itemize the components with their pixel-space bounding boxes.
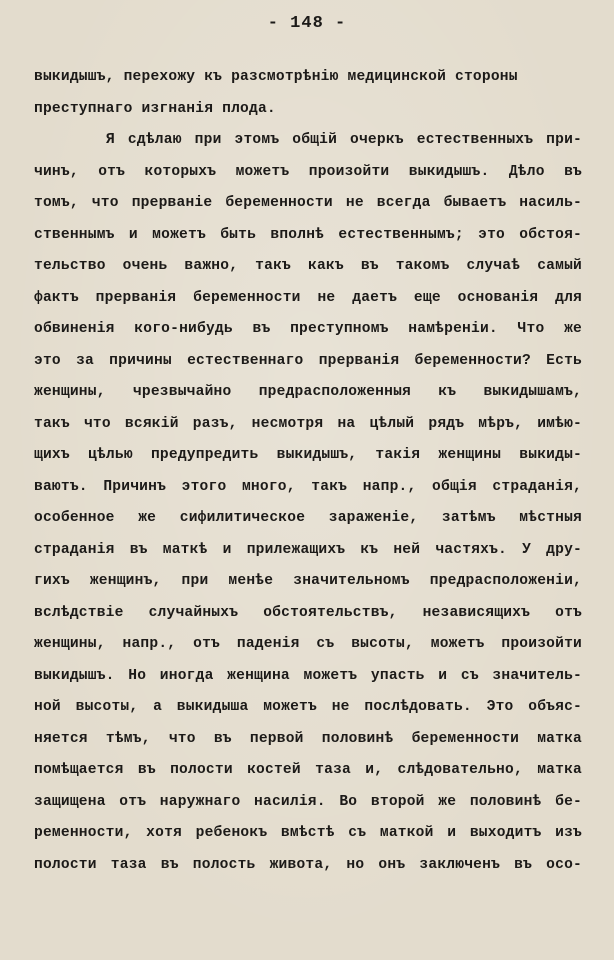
text-line: помѣщается въ полости костей таза и, слѣдовательно, матка <box>34 762 582 778</box>
text-line: обвиненія кого-нибудь въ преступномъ намѣреніи. Что же <box>34 321 582 337</box>
text-line: вслѣдствіе случайныхъ обстоятельствъ, независящихъ отъ <box>34 604 582 621</box>
text-line: ственнымъ и можетъ быть вполнѣ естественнымъ; это обстоя- <box>34 226 582 243</box>
text-line: женщины, напр., отъ паденія съ высоты, можетъ произойти <box>34 636 582 652</box>
text-line: чинъ, отъ которыхъ можетъ произойти выкидышъ. Дѣло въ <box>34 163 582 180</box>
text-line: защищена отъ наружнаго насилія. Во второй же половинѣ бе- <box>34 793 582 810</box>
text-line: преступнаго изгнанія плода. <box>34 100 276 117</box>
text-line: выкидышъ. Но иногда женщина можетъ упасть и съ значитель- <box>34 667 582 684</box>
text-line: Я сдѣлаю при этомъ общій очеркъ естественныхъ при- <box>106 132 582 148</box>
text-line: особенное же сифилитическое зараженіе, затѣмъ мѣстныя <box>34 510 582 526</box>
text-line: ременности, хотя ребенокъ вмѣстѣ съ маткой и выходитъ изъ <box>34 825 582 841</box>
text-line: такъ что всякій разъ, несмотря на цѣлый рядъ мѣръ, имѣю- <box>34 415 582 432</box>
text-line: женщины, чрезвычайно предрасположенныя къ выкидышамъ, <box>34 384 582 400</box>
text-line: полости таза въ полость живота, но онъ заключенъ въ осо- <box>34 856 582 873</box>
text-line: страданія въ маткѣ и прилежащихъ къ ней частяхъ. У дру- <box>34 541 582 558</box>
text-line: ваютъ. Причинъ этого много, такъ напр., общія страданія, <box>34 478 582 495</box>
page-number: - 148 - <box>267 14 347 33</box>
text-line: ной высоты, а выкидыша можетъ не послѣдовать. Это объяс- <box>34 699 582 715</box>
body-text <box>34 62 582 881</box>
text-line: это за причины естественнаго прерванія беременности? Есть <box>34 352 582 369</box>
text-line: щихъ цѣлью предупредить выкидышъ, такія женщины выкиды- <box>34 447 582 463</box>
text-line: фактъ прерванія беременности не даетъ еще основанія для <box>34 289 582 306</box>
text-line: тельство очень важно, такъ какъ въ такомъ случаѣ самый <box>34 258 582 274</box>
text-line: томъ, что прерваніе беременности не всегда бываетъ насиль- <box>34 195 582 211</box>
text-line: няется тѣмъ, что въ первой половинѣ беременности матка <box>34 730 582 747</box>
text-line: выкидышъ, перехожу къ разсмотрѣнію медицинской стороны <box>34 69 518 85</box>
text-line: гихъ женщинъ, при менѣе значительномъ предрасположеніи, <box>34 573 582 589</box>
